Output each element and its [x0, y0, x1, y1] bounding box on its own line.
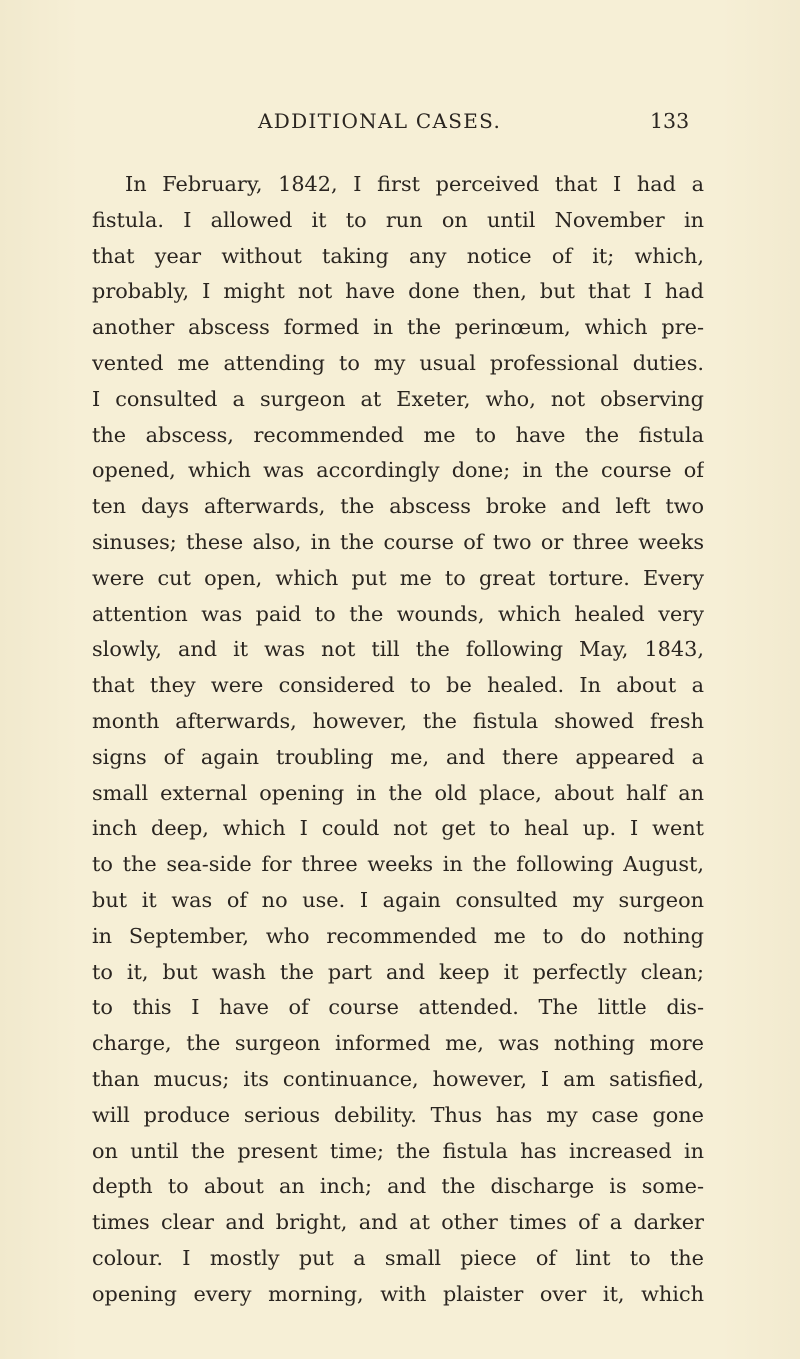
text-line: the abscess, recommended me to have the fistula — [92, 422, 704, 447]
text-line: small external opening in the old place, about half an — [92, 780, 704, 805]
text-line: ten days afterwards, the abscess broke and left two — [92, 494, 704, 519]
text-line: vented me attending to my usual professional duties. — [92, 350, 704, 375]
page-number: 133 — [650, 109, 690, 133]
text-line: in September, who recommended me to do nothing — [92, 923, 704, 948]
text-line: opened, which was accordingly done; in the course of — [92, 458, 704, 483]
body-paragraph — [92, 167, 704, 1313]
text-line: opening every morning, with plaister over it, which — [92, 1281, 704, 1306]
text-line: month afterwards, however, the fistula showed fresh — [92, 708, 704, 733]
text-line: but it was of no use. I again consulted my surgeon — [92, 887, 704, 912]
text-line: In February, 1842, I first perceived that I had a — [125, 172, 704, 196]
text-line: another abscess formed in the perinœum, which pre- — [92, 315, 704, 340]
text-line: probably, I might not have done then, but that I had — [92, 279, 704, 304]
text-line: on until the present time; the fistula has increased in — [92, 1138, 704, 1163]
text-line: that year without taking any notice of it; which, — [92, 243, 704, 268]
text-line: will produce serious debility. Thus has my case gone — [92, 1102, 704, 1127]
text-line: to the sea-side for three weeks in the following August, — [92, 852, 704, 877]
text-line: times clear and bright, and at other times of a darker — [92, 1210, 704, 1235]
text-line: were cut open, which put me to great torture. Every — [92, 565, 704, 590]
running-head — [0, 109, 800, 139]
text-line: than mucus; its continuance, however, I am satisfied, — [92, 1066, 704, 1091]
text-line: to it, but wash the part and keep it perfectly clean; — [92, 959, 704, 984]
text-line: to this I have of course attended. The little dis- — [92, 995, 704, 1020]
text-line: I consulted a surgeon at Exeter, who, not observing — [92, 386, 704, 411]
text-line: signs of again troubling me, and there appeared a — [92, 744, 704, 769]
text-line: depth to about an inch; and the discharge is some- — [92, 1174, 704, 1199]
text-line: colour. I mostly put a small piece of lint to the — [92, 1245, 704, 1270]
text-line: inch deep, which I could not get to heal up. I went — [92, 816, 704, 841]
text-line: that they were considered to be healed. In about a — [92, 673, 704, 698]
text-line: slowly, and it was not till the following May, 1843, — [92, 637, 704, 662]
text-line: fistula. I allowed it to run on until November in — [92, 207, 704, 232]
text-line: attention was paid to the wounds, which healed very — [92, 601, 704, 626]
text-line: sinuses; these also, in the course of two or three weeks — [92, 529, 704, 554]
text-line: charge, the surgeon informed me, was nothing more — [92, 1031, 704, 1056]
running-title: ADDITIONAL CASES. — [258, 109, 502, 133]
